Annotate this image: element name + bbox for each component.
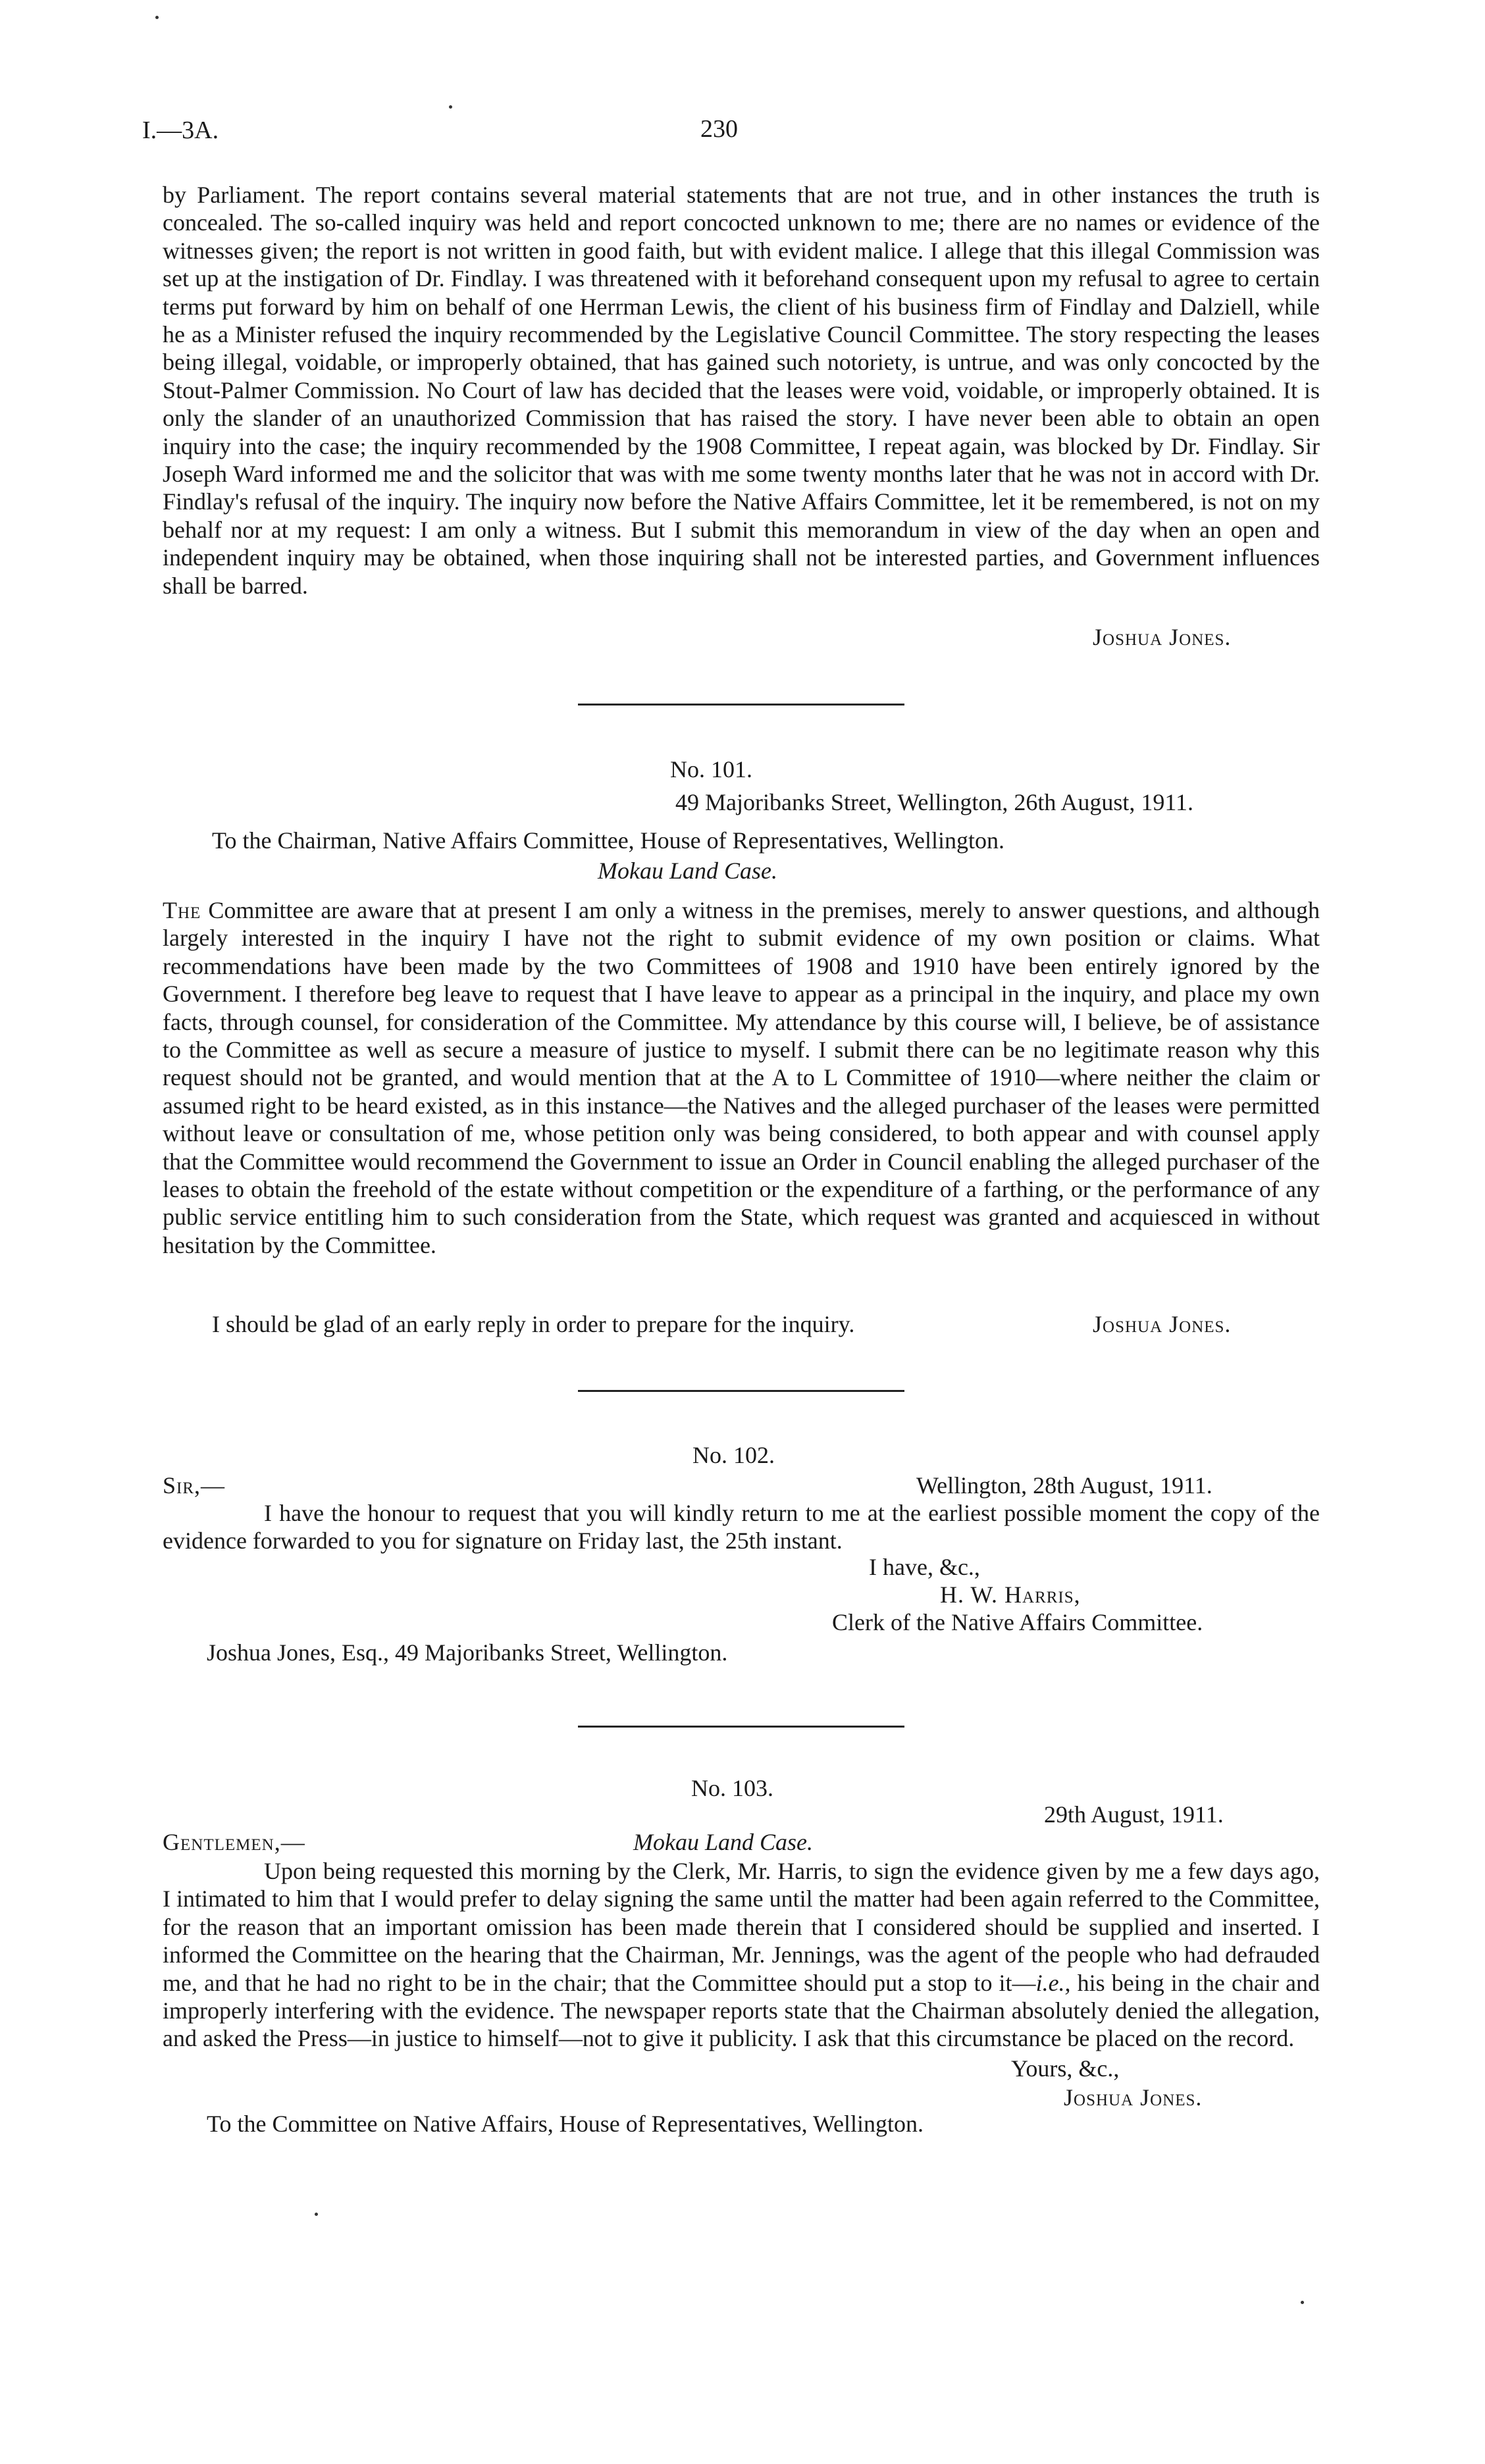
section-divider	[578, 1726, 904, 1728]
document-reference: I.—3A.	[142, 116, 219, 144]
letter-102-salutation: Sir,—	[163, 1472, 226, 1499]
letter-101-addressee: To the Chairman, Native Affairs Committee, House of Representatives, Wellington.	[212, 827, 1004, 854]
letter-101-signature: Joshua Jones.	[1093, 1311, 1232, 1337]
letter-103-signature: Joshua Jones.	[1064, 2084, 1203, 2111]
continuation-paragraph	[163, 181, 1320, 600]
scan-speck	[1301, 2301, 1304, 2304]
letter-101-body-text: Committee are aware that at present I am only a witness in the premises, merely to answer questions, and although largely interested in the inquiry I have not the right to submit evidence of my own position or claims. What recommendations have been made by the two Committees of 1908 and 1910 have been entirely ignored by the Government. I therefore beg leave to request that I have leave to appear as a principal in the inquiry, and place my own facts, through counsel, for consideration of the Committee. My attendance by this course will, I believe, be of assistance to the Committee as well as secure a measure of justice to myself. I submit there can be no legitimate reason why this request should not be granted, and would mention that at the A to L Committee of 1910—where neither the claim or assumed right to be heard existed, as in this instance—the Natives and the alleged purchaser of the leases were permitted without leave or consultation of me, whose petition only was being considered, to both appear and with counsel apply that the Committee would recommend the Government to issue an Order in Council enabling the alleged purchaser of the leases to obtain the freehold of the estate without competition or the expenditure of a farthing, or the performance of any public service entitling him to such consideration from the State, which request was granted and acquiesced in without hesitation by the Committee.	[163, 897, 1320, 1258]
letter-102-addressee: Joshua Jones, Esq., 49 Majoribanks Street, Wellington.	[207, 1639, 728, 1666]
letter-103-ie: i.e.,	[1035, 1969, 1071, 1996]
letter-103-salutation: Gentlemen,—	[163, 1829, 305, 1855]
letter-101-body	[163, 896, 1320, 1259]
letter-102-closing: I have, &c.,	[869, 1554, 980, 1580]
letter-103-body	[163, 1857, 1320, 2053]
section-divider	[578, 704, 904, 706]
letter-102-title: Clerk of the Native Affairs Committee.	[832, 1609, 1203, 1635]
letter-101-opening-word: The	[163, 897, 201, 923]
letter-102-number: No. 102.	[692, 1442, 775, 1468]
letter-102-body-text: I have the honour to request that you will kindly return to me at the earliest possible moment the copy of the evidence forwarded to you for signature on Friday last, the 25th instant.	[163, 1500, 1320, 1554]
letter-101-address-date: 49 Majoribanks Street, Wellington, 26th August, 1911.	[675, 789, 1194, 815]
continuation-text: by Parliament. The report contains several material statements that are not true, and in other instances the truth is concealed. The so-called inquiry was held and report concocted unknown to me; there are no names or evidence of the witnesses given; the report is not written in good faith, but with evident malice. I allege that this illegal Commission was set up at the instigation of Dr. Findlay. I was threatened with it beforehand consequent upon my refusal to agree to certain terms put forward by him on behalf of one Herrman Lewis, the client of his business firm of Findlay and Dalziell, while he as a Minister refused the inquiry recommended by the Legislative Council Committee. The story respecting the leases being illegal, voidable, or improperly obtained, that has gained such notoriety, is untrue, and was only concocted by the Stout-Palmer Commission. No Court of law has decided that the leases were void, voidable, or improperly obtained. It is only the slander of an unauthorized Commission that has raised the story. I have never been able to obtain an open inquiry into the case; the inquiry recommended by the 1908 Committee, I repeat again, was blocked by Dr. Findlay. Sir Joseph Ward informed me and the solicitor that was with me some twenty months later that he was not in accord with Dr. Findlay's refusal of the inquiry. The inquiry now before the Native Affairs Committee, let it be remembered, is not on my behalf nor at my request: I am only a witness. But I submit this memorandum in view of the day when an open and independent inquiry may be obtained, when those inquiring shall not be interested parties, and Government influences shall be barred.	[163, 182, 1320, 599]
letter-103-body-text-1: Upon being requested this morning by the Clerk, Mr. Harris, to sign the evidence given by me a few days ago, I intimated to him that I would prefer to delay signing the same until the matter had been again referred to the Committee, for the reason that an important omission has been made therein that I considered should be supplied and inserted. I informed the Committee on the hearing that the Chairman, Mr. Jennings, was the agent of the people who had defrauded me, and that he had no right to be in the chair; that the Committee should put a stop to it—	[163, 1858, 1320, 1996]
scan-speck	[449, 105, 452, 109]
scan-speck	[315, 2213, 318, 2216]
letter-102-signatory: H. W. Harris,	[940, 1581, 1081, 1608]
letter-101-closing: I should be glad of an early reply in order to prepare for the inquiry.	[212, 1311, 855, 1337]
letter-101-number: No. 101.	[670, 756, 752, 783]
letter-103-number: No. 103.	[691, 1775, 773, 1801]
letter-103-subject: Mokau Land Case.	[633, 1829, 813, 1855]
section-divider	[578, 1390, 904, 1392]
scan-speck	[155, 16, 159, 19]
letter-103-closing: Yours, &c.,	[1011, 2055, 1120, 2082]
letter-102-date: Wellington, 28th August, 1911.	[916, 1472, 1212, 1499]
continuation-signature: Joshua Jones.	[1093, 624, 1232, 650]
letter-102-body	[163, 1499, 1320, 1555]
letter-103-date: 29th August, 1911.	[1044, 1801, 1224, 1828]
letter-103-addressee: To the Committee on Native Affairs, House of Representatives, Wellington.	[207, 2111, 924, 2137]
letter-101-subject: Mokau Land Case.	[598, 858, 777, 884]
letter-103-body-text-2: his being in the chair and improperly interfering with the evidence. The newspaper reports state that the Chairman absolutely denied the allegation, and asked the Press—in justice to himself—not to give it publicity. I ask that this circumstance be placed on the record.	[163, 1969, 1320, 2052]
page-number: 230	[700, 115, 738, 143]
